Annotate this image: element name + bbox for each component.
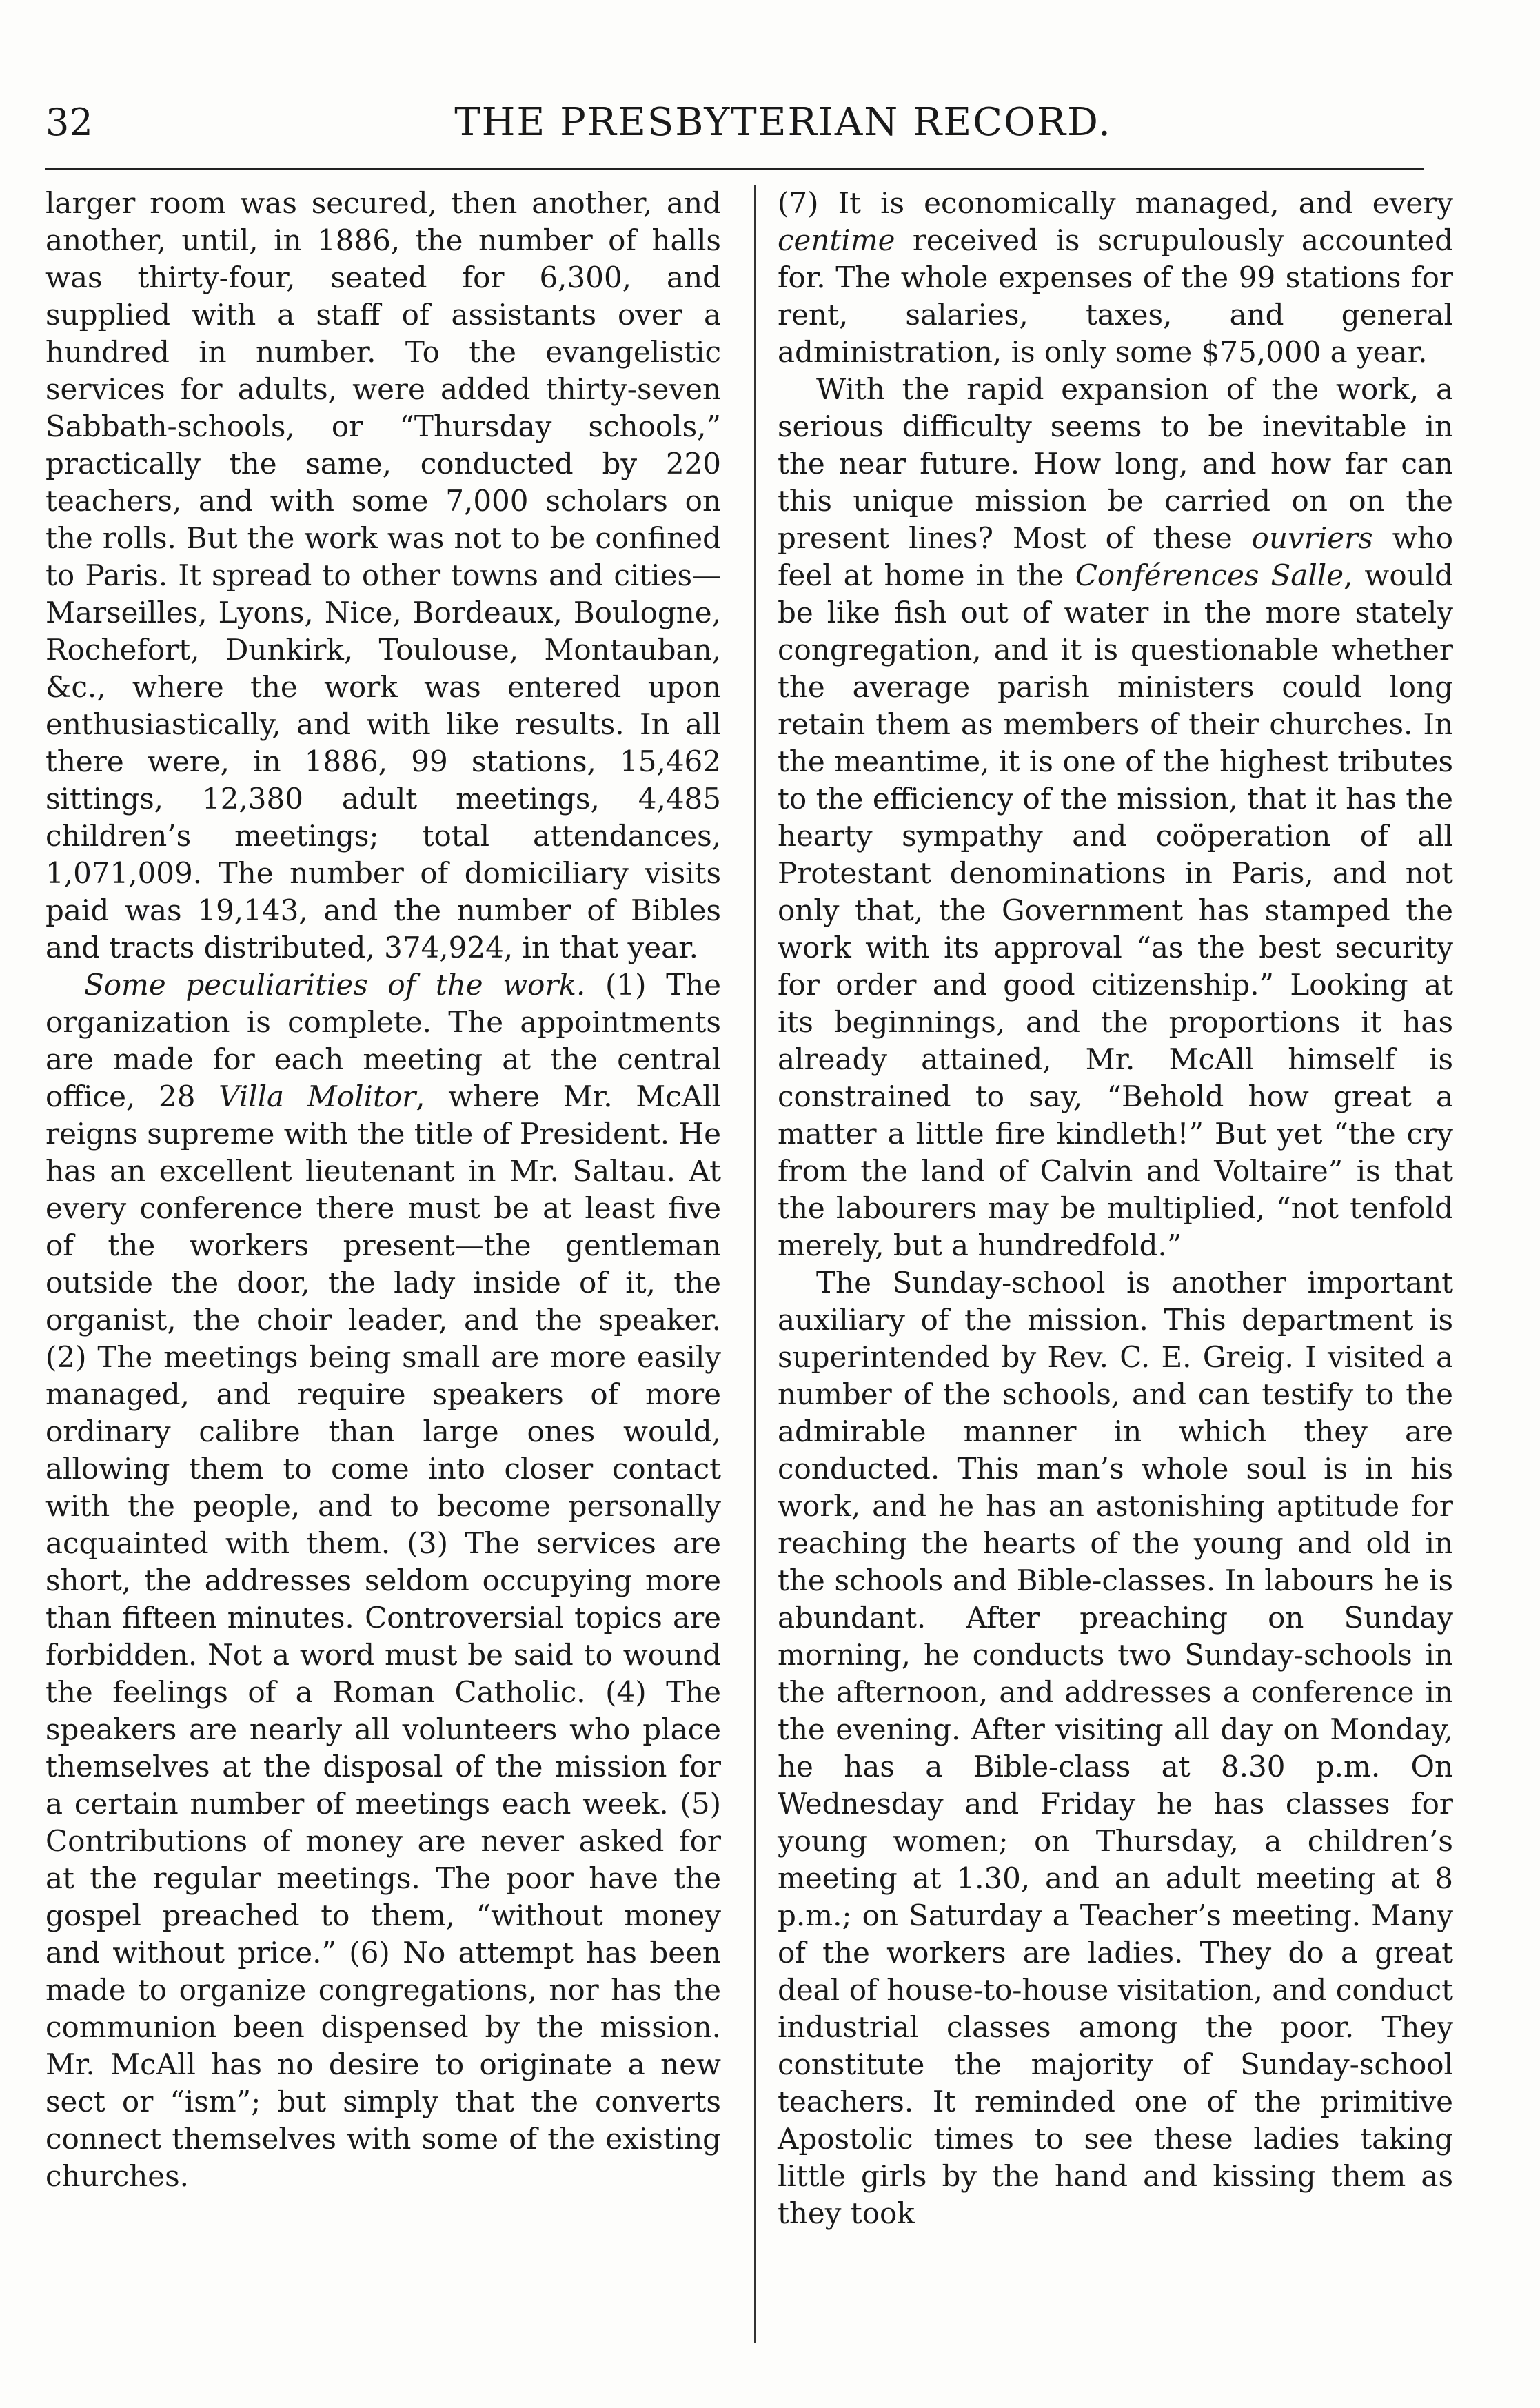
paragraph-text: larger room was secured, then another, and another, until, in 1886, the number of halls was thirty-four, seated for 6,300, and supplied with a staff of assistants over a hundred in number. To the evangelistic services for adults, were added thirty-seven Sabbath-schools, or “Thursday schools,” practically the same, conducted by 220 teachers, and with some 7,000 scholars on the rolls. But the work was not to be confined to Paris. It spread to other towns and cities—Marseilles, Lyons, Nice, Bordeaux, Boulogne, Rochefort, Dunkirk, Toulouse, Montauban, &c., where the work was entered upon enthusiastically, and with like results. In all there were, in 1886, 99 stations, 15,462 sittings, 12,380 adult meetings, 4,485 children’s meetings; total attendances, 1,071,009. The number of domiciliary visits paid was 19,143, and the number of Bibles and tracts distributed, 374,924, in that year. bbox=[45, 186, 721, 964]
paragraph-text: With the rapid expansion of the work, a serious difficulty seems to be inevitable in the near future. How long, and how far can this unique mission be carried on on the present lines? Most of these bbox=[778, 372, 1453, 555]
paragraph-text: who feel at home in the bbox=[778, 521, 1454, 592]
paragraph-text: , would be like fish out of water in the more stately congregation, and it is questionable whether the average parish ministers could long retain them as members of their churches. In the meantime, it is one of the highest tributes to the efficiency of the mission, that it has the hearty sympathy and coöperation of all Protestant denominations in Paris, and not only that, the Government has stamped the work with its approval “as the best security for order and good citizenship.” Looking at its beginnings, and the proportions it has already attained, Mr. McAll himself is constrained to say, “Behold how great a matter a little fire kindleth!” But yet “the cry from the land of Calvin and Voltaire” is that the labourers may be multiplied, “not tenfold merely, but a hundredfold.” bbox=[778, 558, 1453, 1262]
page-number: 32 bbox=[45, 101, 93, 144]
paragraph bbox=[45, 185, 721, 967]
left-column bbox=[45, 185, 721, 2195]
header-rule bbox=[45, 168, 1424, 170]
running-title: THE PRESBYTERIAN RECORD. bbox=[454, 100, 1112, 145]
column-divider bbox=[754, 185, 756, 2343]
paragraph bbox=[45, 967, 721, 2195]
page-header bbox=[45, 95, 1424, 150]
paragraph bbox=[778, 185, 1453, 371]
paragraph-text: (1) The organization is complete. The appointments are made for each meeting at the central office, 28 bbox=[45, 968, 721, 1113]
paragraph-text: The Sunday-school is another important auxiliary of the mission. This department is superintended by Rev. C. E. Greig. I visited a number of the schools, and can testify to the admirable manner in which they are conducted. This man’s whole soul is in his work, and he has an astonishing aptitude for reaching the hearts of the young and old in the schools and Bible-classes. In labours he is abundant. After preaching on Sunday morning, he conducts two Sunday-schools in the afternoon, and addresses a conference in the evening. After visiting all day on Monday, he has a Bible-class at 8.30 p.m. On Wednesday and Friday he has classes for young women; on Thursday, a children’s meeting at 1.30, and an adult meeting at 8 p.m.; on Saturday a Teacher’s meeting. Many of the workers are ladies. They do a great deal of house-to-house visitation, and conduct industrial classes among the poor. They constitute the majority of Sunday-school teachers. It reminded one of the primitive Apostolic times to see these ladies taking little girls by the hand and kissing them as they took bbox=[778, 1266, 1453, 2230]
paragraph bbox=[778, 1264, 1453, 2232]
right-column bbox=[778, 185, 1453, 2232]
paragraph-text: , where Mr. McAll reigns supreme with the title of President. He has an excellent lieutenant in Mr. Saltau. At every conference there must be at least five of the workers present—the gentleman outside the door, the lady inside of it, the organist, the choir leader, and the speaker. (2) The meetings being small are more easily managed, and require speakers of more ordinary calibre than large ones would, allowing them to come into closer contact with the people, and to become personally acquainted with them. (3) The services are short, the addresses seldom occupying more than fifteen minutes. Controversial topics are forbidden. Not a word must be said to wound the feelings of a Roman Catholic. (4) The speakers are nearly all volunteers who place themselves at the disposal of the mission for a certain number of meetings each week. (5) Contributions of money are never asked for at the regular meetings. The poor have the gospel preached to them, “without money and without price.” (6) No attempt has been made to organize congregations, nor has the communion been dispensed by the mission. Mr. McAll has no desire to originate a new sect or “ism”; but simply that the converts connect themselves with some of the existing churches. bbox=[45, 1080, 722, 2193]
place-name: Villa Molitor bbox=[219, 1080, 416, 1113]
paragraph-text: (7) It is economically managed, and every bbox=[778, 186, 1453, 220]
paragraph-lead: Some peculiarities of the work. bbox=[84, 968, 586, 1002]
italic-term: ouvriers bbox=[1251, 521, 1373, 555]
paragraph-text: received is scrupulously accounted for. The whole expenses of the 99 stations for rent, salaries, taxes, and general administration, is only some $75,000 a year. bbox=[778, 223, 1453, 369]
italic-term: Conférences Salle bbox=[1075, 558, 1344, 592]
italic-term: centime bbox=[778, 223, 895, 257]
paragraph bbox=[778, 371, 1453, 1264]
